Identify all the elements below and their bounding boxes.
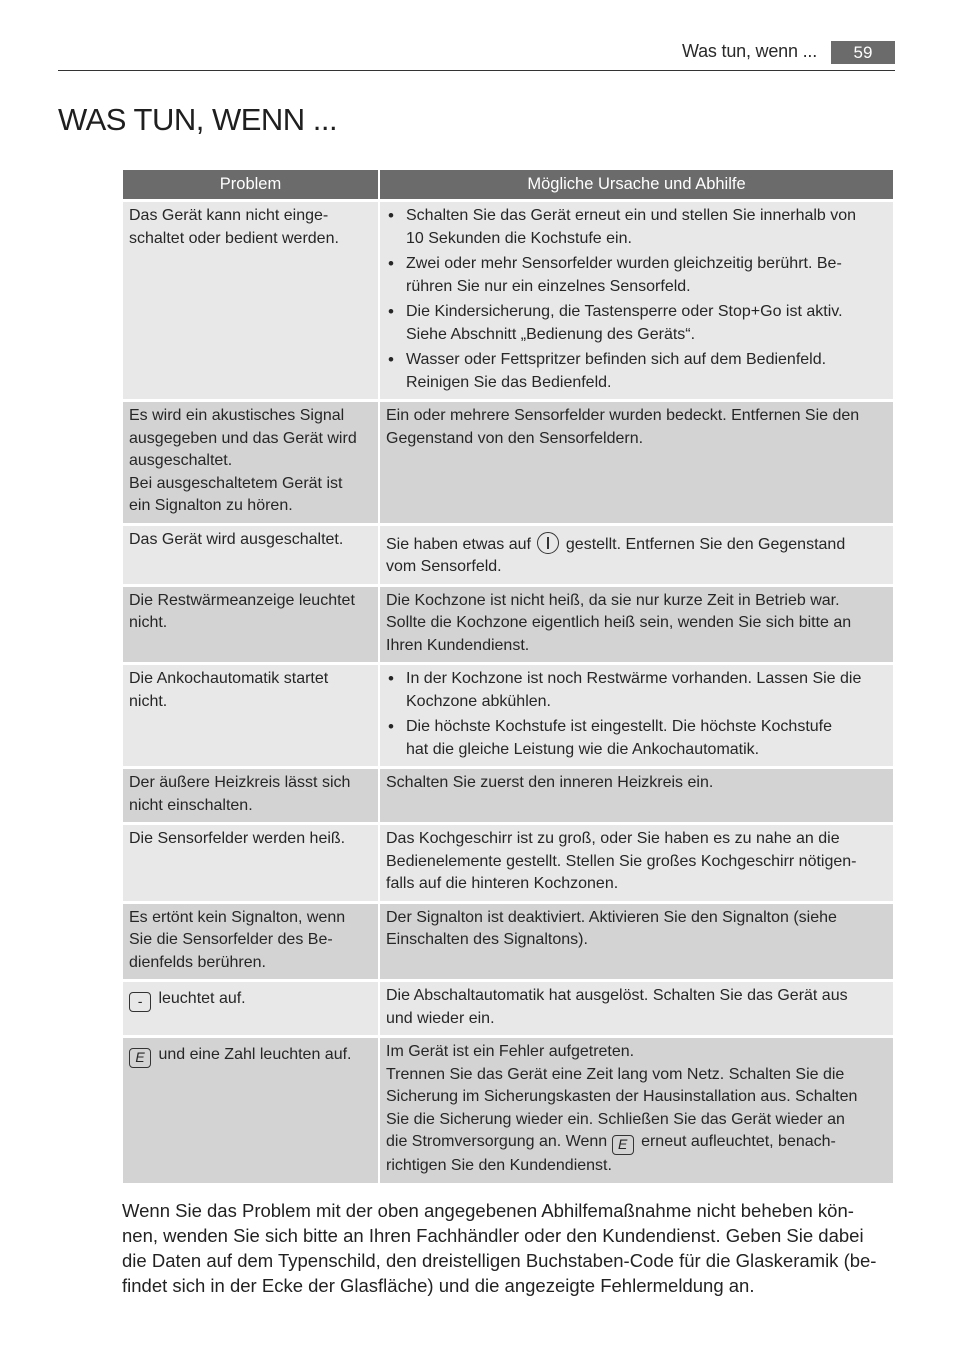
cause-line: • Zwei oder mehr Sensorfelder wurden gleichzeitig berührt. Be- [406, 255, 842, 272]
problem-cell [123, 526, 378, 584]
table-header-row [123, 170, 893, 199]
remedy-line: Trennen Sie das Gerät eine Zeit lang vom Netz. Schalten Sie die [386, 1065, 845, 1083]
problem-line: Es wird ein akustisches Signal [129, 407, 345, 424]
cause-list [386, 668, 887, 761]
table-row [123, 1038, 893, 1183]
cause-line: hat die gleiche Leistung wie die Ankochautomatik. [406, 740, 760, 758]
problem-cell [123, 587, 378, 663]
page-title: WAS TUN, WENN ... [58, 102, 338, 137]
problem-line: Der äußere Heizkreis lässt sich [129, 774, 351, 791]
problem-cell [123, 202, 378, 399]
problem-cell [123, 825, 378, 901]
cause-item [386, 349, 887, 394]
table-row [123, 825, 893, 901]
table-row [123, 665, 893, 766]
remedy-line [386, 532, 887, 557]
cause-line: • Die höchste Kochstufe ist eingestellt. Die höchste Kochstufe [406, 718, 833, 735]
problem-line: dienfelds berühren. [129, 953, 266, 971]
problem-line: nicht einschalten. [129, 796, 253, 814]
remedy-line: und wieder ein. [386, 1009, 495, 1027]
footer-line: Wenn Sie das Problem mit der oben angegebenen Abhilfemaßnahme nicht beheben kön- [122, 1200, 854, 1221]
remedy-cell [380, 904, 893, 980]
table-row [123, 982, 893, 1035]
problem-cell [123, 769, 378, 822]
problem-line: Die Sensorfelder werden heiß. [129, 830, 346, 847]
remedy-cell [380, 825, 893, 901]
remedy-line: Die Kochzone ist nicht heiß, da sie nur kurze Zeit in Betrieb war. [386, 591, 840, 609]
table-row [123, 904, 893, 980]
problem-cell [123, 665, 378, 766]
footer-line: findet sich in der Ecke der Glasfläche) und die angezeigte Fehlermeldung an. [122, 1275, 755, 1296]
column-header-remedy: Mögliche Ursache und Abhilfe [380, 170, 893, 199]
problem-text: leuchtet auf. [158, 990, 246, 1007]
table-row [123, 402, 893, 523]
problem-line: Die Ankochautomatik startet [129, 670, 329, 687]
remedy-line: vom Sensorfeld. [386, 558, 502, 575]
cause-line: • In der Kochzone ist noch Restwärme vorhanden. Lassen Sie die [406, 670, 862, 687]
footer-note [122, 1198, 894, 1298]
remedy-line: falls auf die hinteren Kochzonen. [386, 875, 619, 892]
problem-line: nicht. [129, 692, 168, 710]
problem-line: ausgeschaltet. [129, 452, 233, 469]
cause-line: • Wasser oder Fettspritzer befinden sich auf dem Bedienfeld. [406, 351, 827, 368]
problem-line: ein Signalton zu hören. [129, 497, 293, 514]
problem-line: Die Restwärmeanzeige leuchtet [129, 591, 355, 609]
section-title: Was tun, wenn ... [682, 41, 817, 61]
remedy-line: Gegenstand von den Sensorfeldern. [386, 429, 644, 447]
problem-line: Bei ausgeschaltetem Gerät ist [129, 474, 343, 492]
problem-cell [123, 982, 378, 1035]
dash-display-icon: - [129, 992, 151, 1012]
remedy-line: Im Gerät ist ein Fehler aufgetreten. [386, 1043, 635, 1060]
remedy-line: Die Abschaltautomatik hat ausgelöst. Schalten Sie das Gerät aus [386, 987, 848, 1004]
page-number: 59 [831, 41, 895, 64]
footer-line: nen, wenden Sie sich bitte an Ihren Fachhändler oder den Kundendienst. Geben Sie dabei [122, 1225, 864, 1246]
remedy-line: Der Signalton ist deaktiviert. Aktivieren Sie den Signalton (siehe [386, 908, 837, 926]
remedy-line: Ihren Kundendienst. [386, 636, 530, 654]
cause-line: Kochzone abkühlen. [406, 692, 551, 710]
page-header [58, 40, 895, 71]
cause-line: rühren Sie nur ein einzelnes Sensorfeld. [406, 277, 691, 295]
remedy-line: Einschalten des Signaltons). [386, 931, 588, 948]
remedy-cell [380, 1038, 893, 1183]
remedy-line: Das Kochgeschirr ist zu groß, oder Sie haben es zu nahe an die [386, 830, 840, 847]
troubleshooting-table [121, 167, 895, 1186]
remedy-cell [380, 526, 893, 584]
cause-line: • Die Kindersicherung, die Tastensperre oder Stop+Go ist aktiv. [406, 303, 843, 320]
remedy-line: Sie die Sicherung wieder ein. Schließen Sie das Gerät wieder an [386, 1110, 845, 1128]
table-row [123, 202, 893, 399]
table-row [123, 526, 893, 584]
remedy-text: gestellt. Entfernen Sie den Gegenstand [565, 535, 846, 553]
remedy-cell [380, 202, 893, 399]
remedy-line: Ein oder mehrere Sensorfelder wurden bedeckt. Entfernen Sie den [386, 407, 860, 424]
remedy-text: erneut aufleuchtet, benach- [641, 1133, 836, 1150]
error-code-icon: E [129, 1048, 151, 1068]
remedy-text: die Stromversorgung an. Wenn [386, 1133, 608, 1150]
problem-text: und eine Zahl leuchten auf. [158, 1046, 352, 1063]
remedy-line: Sollte die Kochzone eigentlich heiß sein, wenden Sie sich bitte an [386, 614, 852, 631]
cause-item [386, 205, 887, 250]
problem-cell [123, 402, 378, 523]
cause-item [386, 716, 887, 761]
problem-line: ausgegeben und das Gerät wird [129, 429, 357, 447]
sensor-field-icon [537, 532, 559, 554]
footer-line: die Daten auf dem Typenschild, den dreistelligen Buchstaben-Code für die Glaskeramik (be- [122, 1250, 877, 1271]
error-code-icon: E [612, 1135, 634, 1155]
problem-line: schaltet oder bedient werden. [129, 229, 339, 247]
problem-line: Sie die Sensorfelder des Be- [129, 931, 333, 948]
cause-item [386, 253, 887, 298]
remedy-cell [380, 982, 893, 1035]
remedy-line: Schalten Sie zuerst den inneren Heizkreis ein. [386, 774, 714, 791]
remedy-line: Sicherung im Sicherungskasten der Hausinstallation aus. Schalten [386, 1088, 858, 1105]
remedy-line: richtigen Sie den Kundendienst. [386, 1157, 612, 1174]
cause-item [386, 668, 887, 713]
cause-line: 10 Sekunden die Kochstufe ein. [406, 229, 632, 247]
problem-cell [123, 1038, 378, 1183]
cause-line: Siehe Abschnitt „Bedienung des Geräts“. [406, 325, 696, 343]
problem-cell [123, 904, 378, 980]
problem-line: nicht. [129, 614, 168, 631]
problem-line: Das Gerät kann nicht einge- [129, 207, 329, 224]
remedy-cell [380, 769, 893, 822]
remedy-cell [380, 665, 893, 766]
remedy-cell [380, 402, 893, 523]
cause-line: • Schalten Sie das Gerät erneut ein und stellen Sie innerhalb von [406, 207, 857, 224]
cause-line: Reinigen Sie das Bedienfeld. [406, 373, 612, 391]
table-row [123, 769, 893, 822]
cause-item [386, 301, 887, 346]
problem-line: Das Gerät wird ausgeschaltet. [129, 530, 344, 548]
remedy-line [386, 1131, 887, 1155]
remedy-line: Bedienelemente gestellt. Stellen Sie großes Kochgeschirr nötigen- [386, 852, 857, 870]
remedy-text: Sie haben etwas auf [386, 535, 531, 553]
cause-list [386, 205, 887, 394]
table-row [123, 587, 893, 663]
column-header-problem: Problem [123, 170, 378, 199]
problem-line: Es ertönt kein Signalton, wenn [129, 908, 346, 926]
remedy-cell [380, 587, 893, 663]
